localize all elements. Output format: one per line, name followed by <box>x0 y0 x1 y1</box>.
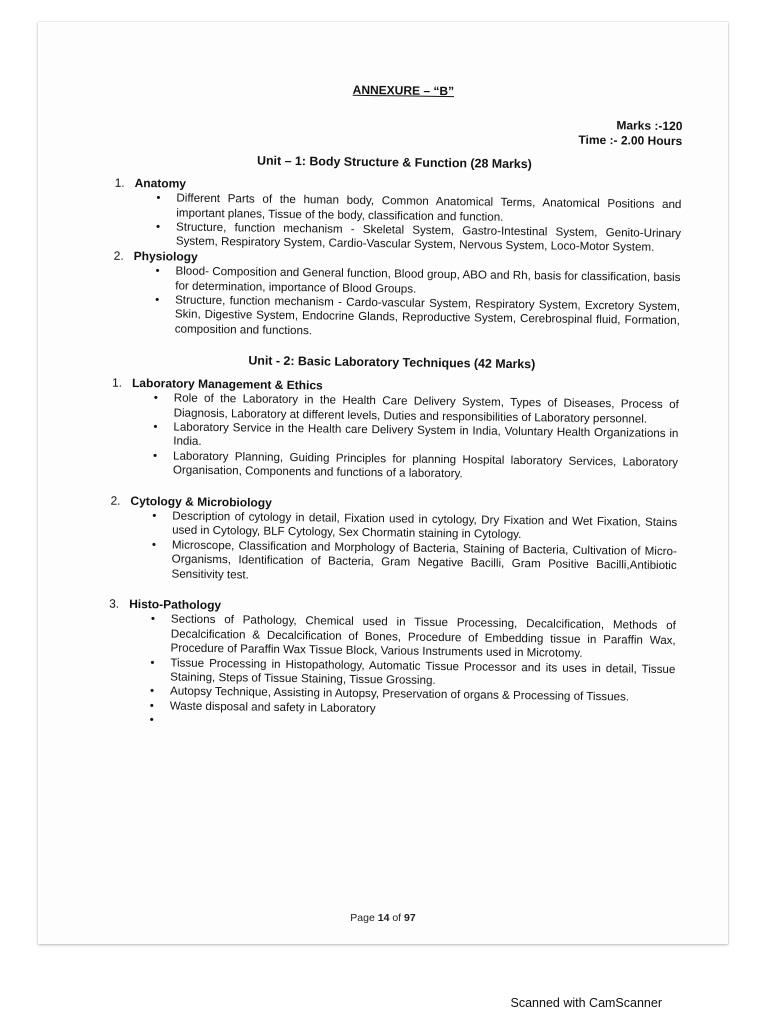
list-item: • Tissue Processing in Histopathology, Automatic Tissue Processor and its uses in detail, Tissue Staining, Steps of Tissue Staining, Tissue Grossing. <box>170 656 675 691</box>
list-item: • Microscope, Classification and Morphology of Bacteria, Staining of Bacteria, Cultivation of Micro-Organisms, Identification of Bacteria, Gram Negative Bacilli, Gram Positive Bacilli,Antibiotic Sensitivity test. <box>171 538 677 588</box>
list-item: • Structure, function mechanism - Skeletal System, Gastro-Intestinal System, Genito-Urinary System, Respiratory System, Cardio-Vascular System, Nervous System, Loco-Motor System. <box>176 221 681 256</box>
list-item: • Autopsy Technique, Assisting in Autopsy, Preservation of organs & Processing of Tissues. <box>170 685 675 706</box>
scanned-page <box>38 22 728 944</box>
bullet-list <box>109 509 677 588</box>
section-title: Physiology <box>133 248 198 264</box>
annexure-title: ANNEXURE – “B” <box>352 82 455 99</box>
section-title: Laboratory Management & Ethics <box>131 375 323 393</box>
list-item: • Laboratory Planning, Guiding Principles for planning Hospital laboratory Services, Laboratory Organisation, Components and functions of a laboratory. <box>173 449 678 484</box>
bullet-list <box>113 264 681 343</box>
list-item: • Blood- Composition and General function, Blood group, ABO and Rh, basis for classification, basis for determination, importance of Blood Groups. <box>175 265 680 300</box>
unit2-title: Unit - 2: Basic Laboratory Techniques (42 Marks) <box>248 353 536 372</box>
section-number: 1. <box>114 175 125 190</box>
bullet-list <box>108 612 676 735</box>
marks-block <box>137 112 682 148</box>
section-number: 2. <box>113 248 124 263</box>
unit1-title: Unit – 1: Body Structure & Function (28 Marks) <box>256 153 532 172</box>
list-item: • Sections of Pathology, Chemical used in Tissue Processing, Decalcification, Methods of Decalcification & Decalcification of Bones, Procedure of Embedding tissue in Paraffin Wax, Procedure of Paraffin Wax Tissue Block, Various Instruments used in Microtomy. <box>170 613 676 663</box>
section-title: Anatomy <box>134 175 187 191</box>
list-item: • Structure, function mechanism - Cardo-vascular System, Respiratory System, Excretory System, Skin, Digestive System, Endocrine Glands, Reproductive System, Cerebrospinal fluid, Formation, composition and functions. <box>175 294 681 344</box>
bullet-list <box>111 391 679 485</box>
page-number: Page 14 of 97 <box>350 912 416 924</box>
page-content <box>109 80 683 735</box>
list-item: • Description of cytology in detail, Fixation used in cytology, Dry Fixation and Wet Fixation, Stains used in Cytology, BLF Cytology, Sex Chormatin staining in Cytology. <box>172 509 677 544</box>
section-physiology <box>113 249 681 344</box>
section-number: 3. <box>109 596 120 611</box>
bullet-list <box>114 191 682 256</box>
section-number: 1. <box>111 375 123 390</box>
section-cytology <box>109 493 677 588</box>
section-title: Cytology & Microbiology <box>130 493 272 510</box>
section-lab-management <box>111 375 679 484</box>
list-item: • Different Parts of the human body, Common Anatomical Terms, Anatomical Positions and important planes, Tissue of the body, classification and function. <box>176 192 681 227</box>
section-anatomy <box>114 176 682 256</box>
section-histopathology <box>108 597 677 735</box>
list-item: • Waste disposal and safety in Laboratory <box>170 699 675 720</box>
marks-text: Marks :-120 <box>616 118 683 134</box>
section-number: 2. <box>110 493 121 508</box>
list-item: • Role of the Laboratory in the Health Care Delivery System, Types of Diseases, Process of Diagnosis, Laboratory at different levels, Duties and responsibilities of Laboratory personnel. <box>174 392 679 427</box>
section-title: Histo-Pathology <box>129 596 222 613</box>
time-text: Time :- 2.00 Hours <box>578 132 683 149</box>
list-item: • Laboratory Service in the Health care Delivery System in India, Voluntary Health Organizations in India. <box>173 420 678 455</box>
scanner-watermark: Scanned with CamScanner <box>510 996 662 1010</box>
